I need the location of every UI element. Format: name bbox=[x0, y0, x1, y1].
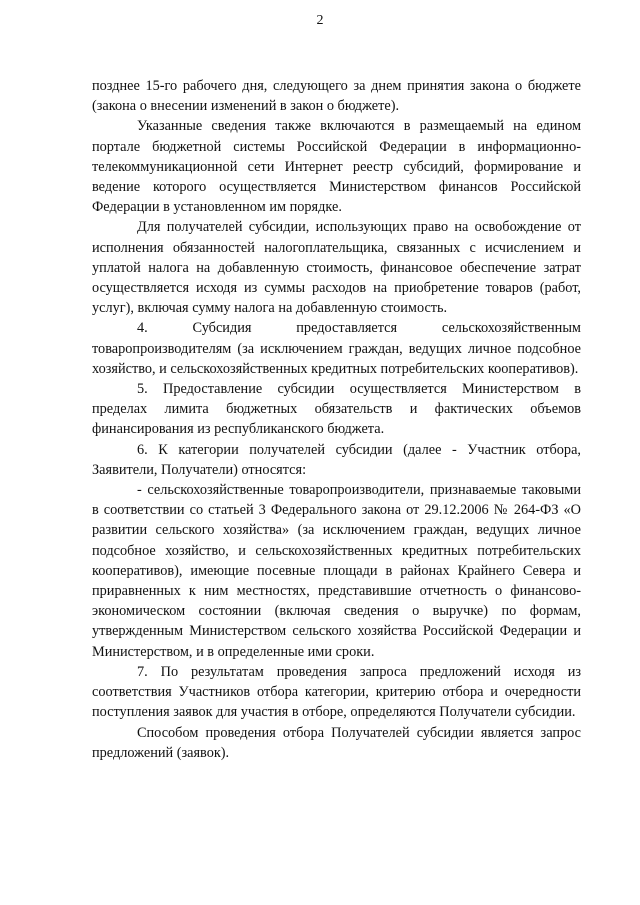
paragraph-item-7: 7. По результатам проведения запроса предложений исходя из соответствия Участников отбора категории, критерию отбора и очередности поступления заявок для участия в отборе, определяются Получатели субсидии. bbox=[92, 663, 581, 721]
paragraph-item-5: 5. Предоставление субсидии осуществляется Министерством в пределах лимита бюджетных обязательств и фактических объемов финансирования из республиканского бюджета. bbox=[92, 381, 581, 438]
paragraph-vat-exemption: Для получателей субсидии, использующих право на освобождение от исполнения обязанностей налогоплательщика, связанных с исчислением и уплатой налога на добавленную стоимость, финансовое обеспечение затрат осуществляется исходя из суммы расходов на приобретение товаров (работ, услуг), включая сумму налога на добавленную стоимость. bbox=[92, 219, 581, 317]
paragraph-registry-info: Указанные сведения также включаются в размещаемый на едином портале бюджетной системы Российской Федерации в информационно-телекоммуникационной сети Интернет реестр субсидий, формирование и ведение которого осуществляется Министерством финансов Российской Федерации в установленном им порядке. bbox=[92, 118, 581, 216]
paragraph-item-6: 6. К категории получателей субсидии (далее - Участник отбора, Заявители, Получатели) относятся: bbox=[92, 441, 581, 478]
page-number: 2 bbox=[316, 13, 324, 28]
paragraph-selection-method: Способом проведения отбора Получателей субсидии является запрос предложений (заявок). bbox=[92, 724, 581, 761]
paragraph-continuation: позднее 15-го рабочего дня, следующего за днем принятия закона о бюджете (закона о внесении изменений в закон о бюджете). bbox=[92, 78, 581, 115]
paragraph-item-6-dash: - сельскохозяйственные товаропроизводители, признаваемые таковыми в соответствии со статьей 3 Федерального закона от 29.12.2006 № 264-ФЗ «О развитии сельского хозяйства» (за исключением граждан, ведущих личное подсобное хозяйство, и сельскохозяйственных кредитных потребительских кооперативов), имеющие посевные площади в районах Крайнего Севера и приравненных к ним местностях, представившие отчетность о финансово-экономическом состоянии (включая сведения о выручке) по формам, утвержденным Министерством сельского хозяйства Российской Федерации и Министерством, и в определенные ими сроки. bbox=[92, 482, 581, 660]
paragraph-item-4: 4. Субсидия предоставляется сельскохозяйственным товаропроизводителям (за исключением граждан, ведущих личное подсобное хозяйство, и сельскохозяйственных кредитных потребительских кооперативов). bbox=[92, 320, 581, 377]
document-body bbox=[92, 76, 581, 763]
